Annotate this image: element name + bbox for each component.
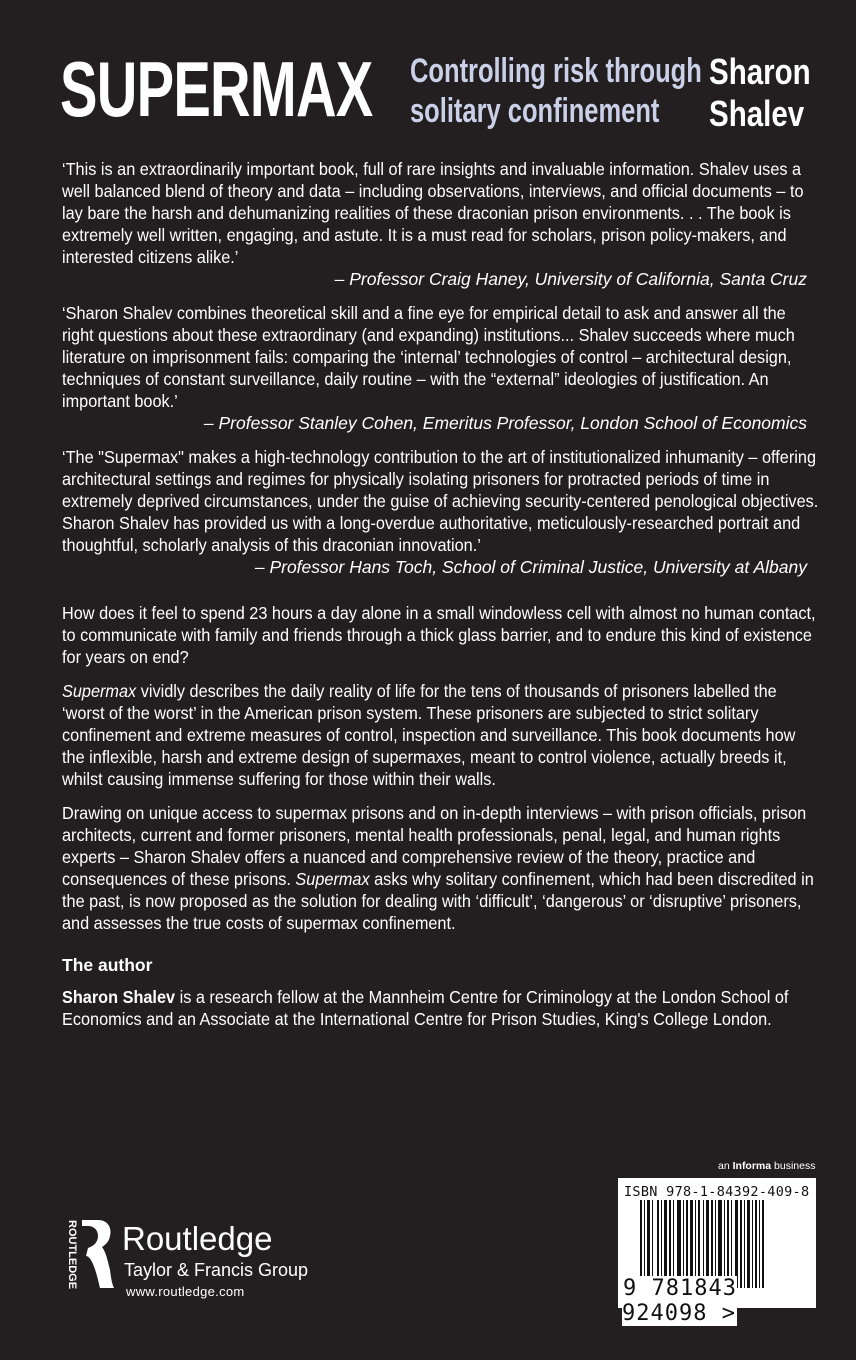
blurb-text: vividly describes the daily reality of life for the tens of thousands of prisoners labelled the ‘worst of the worst’ in the American prison system. These prisoners are subjected to strict solitary confinement and extreme measures of control, inspection and surveillance. This book documents how the inflexible, harsh and extreme design of supermaxes, meant to control violence, actually breeds it, whilst causing immense suffering for those within their walls. xyxy=(62,681,796,789)
back-cover-content xyxy=(62,158,822,1042)
isbn-label: ISBN 978-1-84392-409-8 xyxy=(624,1184,810,1200)
quote-attribution: – Professor Stanley Cohen, Emeritus Professor, London School of Economics xyxy=(203,413,807,433)
author-bio-name: Sharon Shalev xyxy=(62,987,176,1007)
quote-text: ‘This is an extraordinarily important book, full of rare insights and invaluable information. Shalev uses a well balanced blend of theory and data – including observations, interviews, and official documents – to lay bare the harsh and dehumanizing realities of these draconian prison environments. . . The book is extremely well written, engaging, and astute. It is a must read for scholars, prison policy-makers, and interested citizens alike.’ xyxy=(62,159,804,267)
publisher-logo xyxy=(60,1218,360,1308)
blurb-paragraph-3 xyxy=(62,802,820,934)
author-first-name: Sharon xyxy=(709,51,811,92)
informa-brand: Informa xyxy=(732,1160,772,1172)
review-quote xyxy=(62,302,822,434)
subtitle-line-1: Controlling risk through xyxy=(410,52,702,90)
quote-attribution: – Professor Hans Toch, School of Criminal Justice, University at Albany xyxy=(254,557,807,577)
quote-attribution: – Professor Craig Haney, University of California, Santa Cruz xyxy=(334,269,807,289)
subtitle-line-2: solitary confinement xyxy=(410,92,660,130)
quote-text: ‘Sharon Shalev combines theoretical skill and a fine eye for empirical detail to ask and answer all the right questions about these extraordinary (and expanding) institutions... Shalev succeeds where much literature on imprisonment fails: comparing the ‘internal’ technologies of control – architectural design, techniques of constant surveillance, daily routine – with the “external” ideologies of justification. An important book.’ xyxy=(62,303,795,411)
blurb-paragraph-1: How does it feel to spend 23 hours a day alone in a small windowless cell with almost no human contact, to communicate with family and friends through a thick glass barrier, and to endure this kind of existence for years on end? xyxy=(62,603,816,667)
author-bio-text: is a research fellow at the Mannheim Centre for Criminology at the London School of Economics and an Associate at the International Centre for Prison Studies, King's College London. xyxy=(62,987,789,1029)
author-last-name: Shalev xyxy=(709,93,805,134)
isbn-digits: 9 781843 924098 > xyxy=(622,1276,737,1326)
review-quote xyxy=(62,158,822,290)
author-name xyxy=(709,51,811,135)
blurb-text: Drawing on unique access to supermax prisons and on in-depth interviews – with prison officials, prison architects, current and former prisoners, mental health professionals, penal, legal, and human rights experts – Sharon Shalev offers a nuanced and comprehensive review of the theory, practice and consequences of these prisons. xyxy=(62,803,807,889)
author-bio xyxy=(62,986,820,1030)
publisher-group: Taylor & Francis Group xyxy=(124,1260,309,1280)
blurb-text: asks why solitary confinement, which had been discredited in the past, is now proposed as the solution for dealing with ‘difficult’, ‘dangerous’ or ‘disruptive’ prisoners, and assesses the true costs of supermax confinement. xyxy=(62,869,814,933)
quote-text: ‘The "Supermax" makes a high-technology contribution to the art of institutionalized inhumanity – offering architectural settings and regimes for physically isolating prisoners for protracted periods of time in extremely deprived circumstances, under the guise of achieving security-centered penological objectives. Sharon Shalev has provided us with a long-overdue authoritative, meticulously-researched portrait and thoughtful, scholarly analysis of this draconian innovation.’ xyxy=(62,447,819,555)
review-quote xyxy=(62,446,822,578)
book-title-italic: Supermax xyxy=(295,869,370,889)
publisher-url[interactable]: www.routledge.com xyxy=(126,1284,245,1299)
book-title-italic: Supermax xyxy=(62,681,137,701)
book-subtitle xyxy=(410,51,702,131)
cover-header xyxy=(60,45,830,135)
barcode-bars-icon xyxy=(640,1200,800,1288)
routledge-vertical-wordmark: ROUTLEDGE xyxy=(66,1220,78,1290)
book-title: SUPERMAX xyxy=(60,45,373,133)
informa-tagline: an Informa business xyxy=(718,1160,816,1172)
routledge-r-head-icon xyxy=(80,1218,114,1290)
publisher-name: Routledge xyxy=(122,1220,273,1257)
blurb-paragraph-2 xyxy=(62,680,820,790)
author-heading: The author xyxy=(62,955,153,975)
isbn-barcode xyxy=(618,1178,816,1326)
